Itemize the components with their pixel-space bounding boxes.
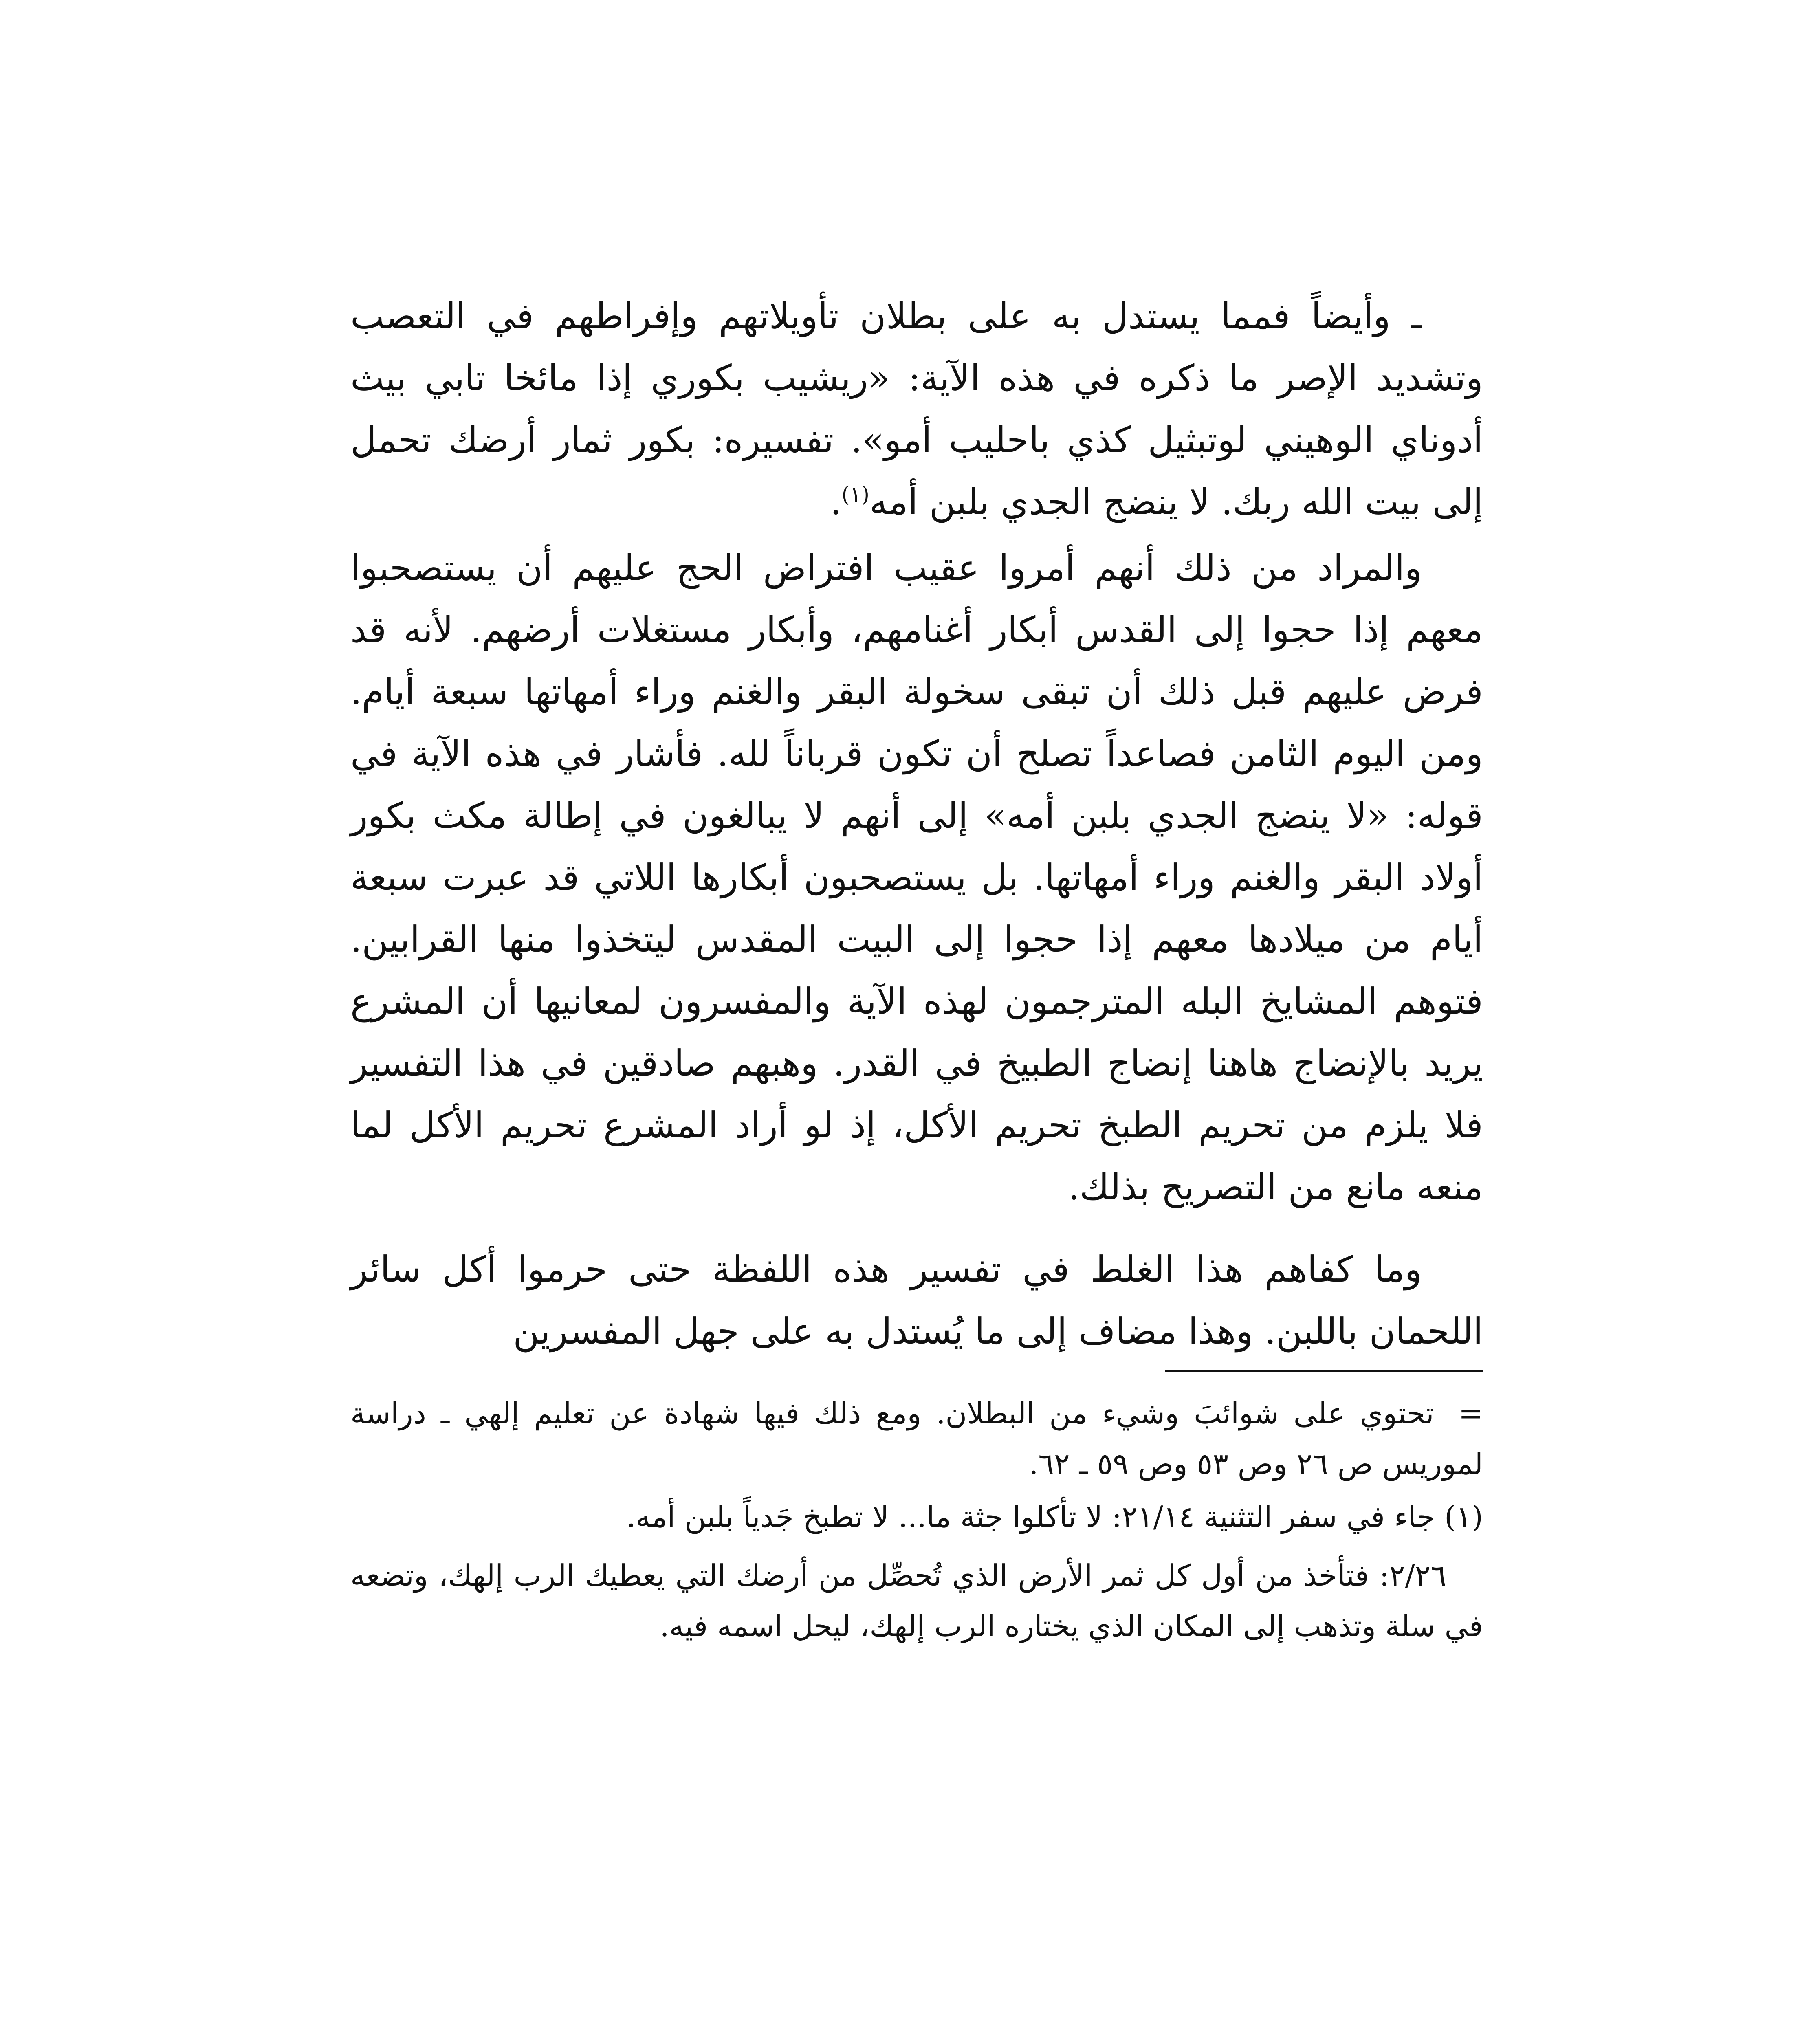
footnote-reference: (١) <box>841 482 870 507</box>
paragraph-1-end: . <box>830 481 842 523</box>
paragraph-2: والمراد من ذلك أنهم أمروا عقيب افتراض الحج عليهم أن يستصحبوا معهم إذا حجوا إلى القدس أبكار أغنامهم، وأبكار مستغلات أرضهم. لأنه قد فرض عليهم قبل ذلك أن تبقى سخولة البقر والغنم وراء أمهاتها سبعة أيام. ومن اليوم الثامن فصاعداً تصلح أن تكون قرباناً لله. فأشار في هذه الآية في قوله: «لا ينضج الجدي بلبن أمه» إلى أنهم لا يبالغون في إطالة مكث بكور أولاد البقر والغنم وراء أمهاتها. بل يستصحبون أبكارها اللاتي قد عبرت سبعة أيام من ميلادها معهم إذا حجوا إلى البيت المقدس ليتخذوا منها القرابين. فتوهم المشايخ البله المترجمون لهذه الآية والمفسرون لمعانيها أن المشرع يريد بالإنضاج هاهنا إنضاج الطبيخ في القدر. وهبهم صادقين في هذا التفسير فلا يلزم من تحريم الطبخ تحريم الأكل، إذ لو أراد المشرع تحريم الأكل لما منعه مانع من التصريح بذلك. <box>350 547 1483 1208</box>
footnotes <box>350 1388 1483 1651</box>
footnote-1: (١) جاء في سفر التثنية ٢١/١٤: لا تأكلوا جثة ما... لا تطبخ جَدياً بلبن أمه. <box>626 1500 1483 1534</box>
main-text <box>350 285 1483 1362</box>
footnote-1-quote: ٢/٢٦: فتأخذ من أول كل ثمر الأرض الذي تُحصِّل من أرضك التي يعطيك الرب إلهك، وتضعه في سلة وتذهب إلى المكان الذي يختاره الرب إلهك، ليحل اسمه فيه. <box>350 1558 1483 1643</box>
footnote-continuation-text: تحتوي على شوائبَ وشيء من البطلان. ومع ذلك فيها شهادة عن تعليم إلهي ـ دراسة لموريس ص ٢٦ وص ٥٣ وص ٥٩ ـ ٦٢. <box>350 1396 1483 1481</box>
continuation-mark: = <box>1458 1396 1483 1430</box>
book-page <box>350 285 1483 2037</box>
footnote-continuation <box>350 1388 1483 1489</box>
paragraph-1 <box>350 285 1483 533</box>
footnote-separator <box>1165 1370 1483 1372</box>
paragraph-1-text: ـ وأيضاً فمما يستدل به على بطلان تأويلاتهم وإفراطهم في التعصب وتشديد الإصر ما ذكره في هذه الآية: «ريشيب بكوري إذا مائخا تابي بيث أدوناي الوهيني لوتبثيل كذي باحليب أمو». تفسيره: بكور ثمار أرضك تحمل إلى بيت الله ربك. لا ينضج الجدي بلبن أمه <box>350 295 1483 523</box>
paragraph-3: وما كفاهم هذا الغلط في تفسير هذه اللفظة حتى حرموا أكل سائر اللحمان باللبن. وهذا مضاف إلى ما يُستدل به على جهل المفسرين <box>350 1248 1483 1352</box>
